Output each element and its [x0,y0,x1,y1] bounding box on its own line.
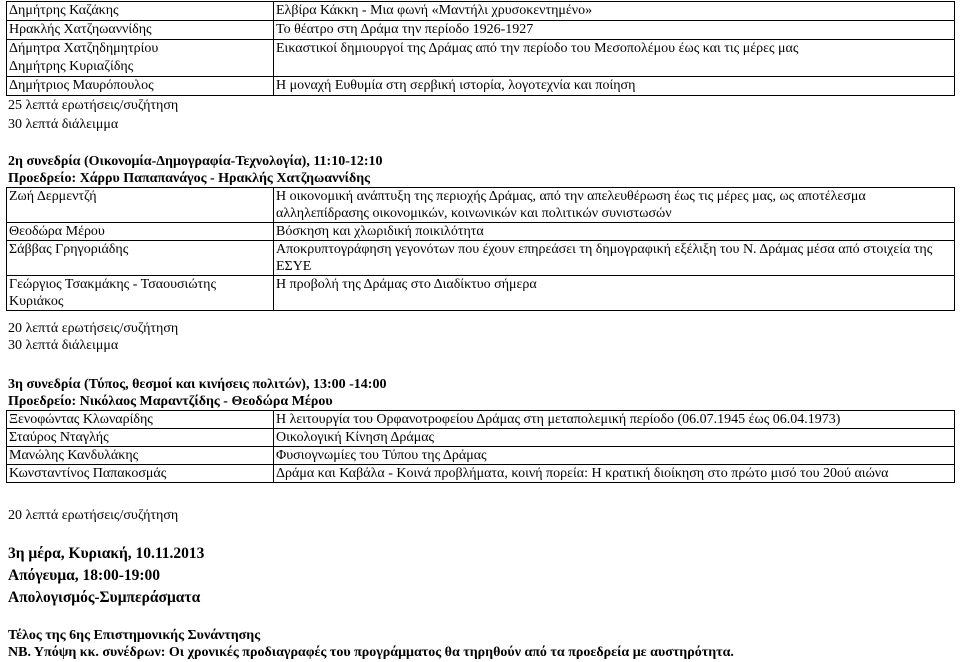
topic-cell: Αποκρυπτογράφηση γεγονότων που έχουν επηρεάσει τη δημογραφική εξέλιξη του Ν. Δράμας μέσα από στοιχεία της ΕΣΥΕ [274,241,955,276]
topic-cell: Φυσιογνωμίες του Τύπου της Δράμας [274,447,955,465]
table-row [7,447,955,465]
qa-note: 20 λεπτά ερωτήσεις/συζήτηση [8,321,179,336]
speaker-cell: Δημήτριος Μαυρόπουλος [7,77,274,96]
table-row [7,40,955,77]
table-row [7,276,955,311]
speaker-cell: Ξενοφώντας Κλωναρίδης [7,411,274,429]
speaker-cell: Δημήτρης Καζάκης [7,2,274,21]
table-row [7,241,955,276]
qa-note: 25 λεπτά ερωτήσεις/συζήτηση [8,98,179,113]
speaker-cell: Θεοδώρα Μέρου [7,223,274,241]
footer-note: ΝΒ. Υπόψη κκ. συνέδρων: Οι χρονικές προδιαγραφές του προγράμματος θα τηρηθούν από τα προεδρεία με αυστηρότητα. [8,645,734,660]
speaker-cell: Ηρακλής Χατζηωαννίδης [7,21,274,40]
speaker-cell: Σταύρος Νταγλής [7,429,274,447]
table-row [7,77,955,96]
footer-end: Τέλος της 6ης Επιστημονικής Συνάντησης [8,628,261,643]
table-row [7,188,955,223]
topic-cell: Βόσκηση και χλωριδική ποικιλότητα [274,223,955,241]
topic-cell: Η μοναχή Ευθυμία στη σερβική ιστορία, λογοτεχνία και ποίηση [274,77,955,96]
topic-cell: Η οικονομική ανάπτυξη της περιοχής Δράμας, από την απελευθέρωση έως τις μέρες μας, ως αποτέλεσμα αλληλεπίδρασης οικονομικών, κοινωνικών και πολιτικών συνιστωσών [274,188,955,223]
day3-conclusions: Απολογισμός-Συμπεράσματα [8,589,201,606]
session2-table [6,187,955,311]
table-row [7,411,955,429]
table-row [7,429,955,447]
speaker-cell [7,40,274,77]
table-row [7,465,955,483]
speaker-name: Δήμητρα Χατζηδημητρίου [9,41,159,56]
session1-table [6,1,955,96]
speaker-cell: Ζωή Δερμεντζή [7,188,274,223]
day3-date: 3η μέρα, Κυριακή, 10.11.2013 [8,545,205,562]
qa-note: 20 λεπτά ερωτήσεις/συζήτηση [8,508,179,523]
table-row [7,223,955,241]
session3-title: 3η συνεδρία (Τύπος, θεσμοί και κινήσεις πολιτών), 13:00 -14:00 [8,377,387,392]
break-note: 30 λεπτά διάλειμμα [8,117,119,132]
break-note: 30 λεπτά διάλειμμα [8,338,119,353]
topic-cell: Ελβίρα Κάκκη - Μια φωνή «Μαντήλι χρυσοκεντημένο» [274,2,955,21]
day3-afternoon: Απόγευμα, 18:00-19:00 [8,567,161,584]
speaker-cell: Μανώλης Κανδυλάκης [7,447,274,465]
session2-title: 2η συνεδρία (Οικονομία-Δημογραφία-Τεχνολογία), 11:10-12:10 [8,154,383,169]
speaker-cell: Γεώργιος Τσακμάκης - Τσαουσιώτης Κυριάκος [7,276,274,311]
speaker-cell: Σάββας Γρηγοριάδης [7,241,274,276]
speaker-cell: Κωνσταντίνος Παπακοσμάς [7,465,274,483]
topic-cell: Η λειτουργία του Ορφανοτροφείου Δράμας στη μεταπολεμική περίοδο (06.07.1945 έως 06.04.1973) [274,411,955,429]
session3-table [6,410,955,483]
topic-cell: Η προβολή της Δράμας στο Διαδίκτυο σήμερα [274,276,955,311]
topic-cell: Το θέατρο στη Δράμα την περίοδο 1926-1927 [274,21,955,40]
topic-cell: Δράμα και Καβάλα - Κοινά προβλήματα, κοινή πορεία: Η κρατική διοίκηση στο πρώτο μισό του 20ού αιώνα [274,465,955,483]
table-row [7,2,955,21]
table-row [7,21,955,40]
topic-cell: Εικαστικοί δημιουργοί της Δράμας από την περίοδο του Μεσοπολέμου έως και τις μέρες μας [274,40,955,77]
speaker-name: Δημήτρης Κυριαζίδης [9,59,134,74]
session3-chair: Προεδρείο: Νικόλαος Μαραντζίδης - Θεοδώρα Μέρου [8,394,333,409]
session2-chair: Προεδρείο: Χάρρυ Παπαπανάγος - Ηρακλής Χατζηωαννίδης [8,171,371,186]
topic-cell: Οικολογική Κίνηση Δράμας [274,429,955,447]
